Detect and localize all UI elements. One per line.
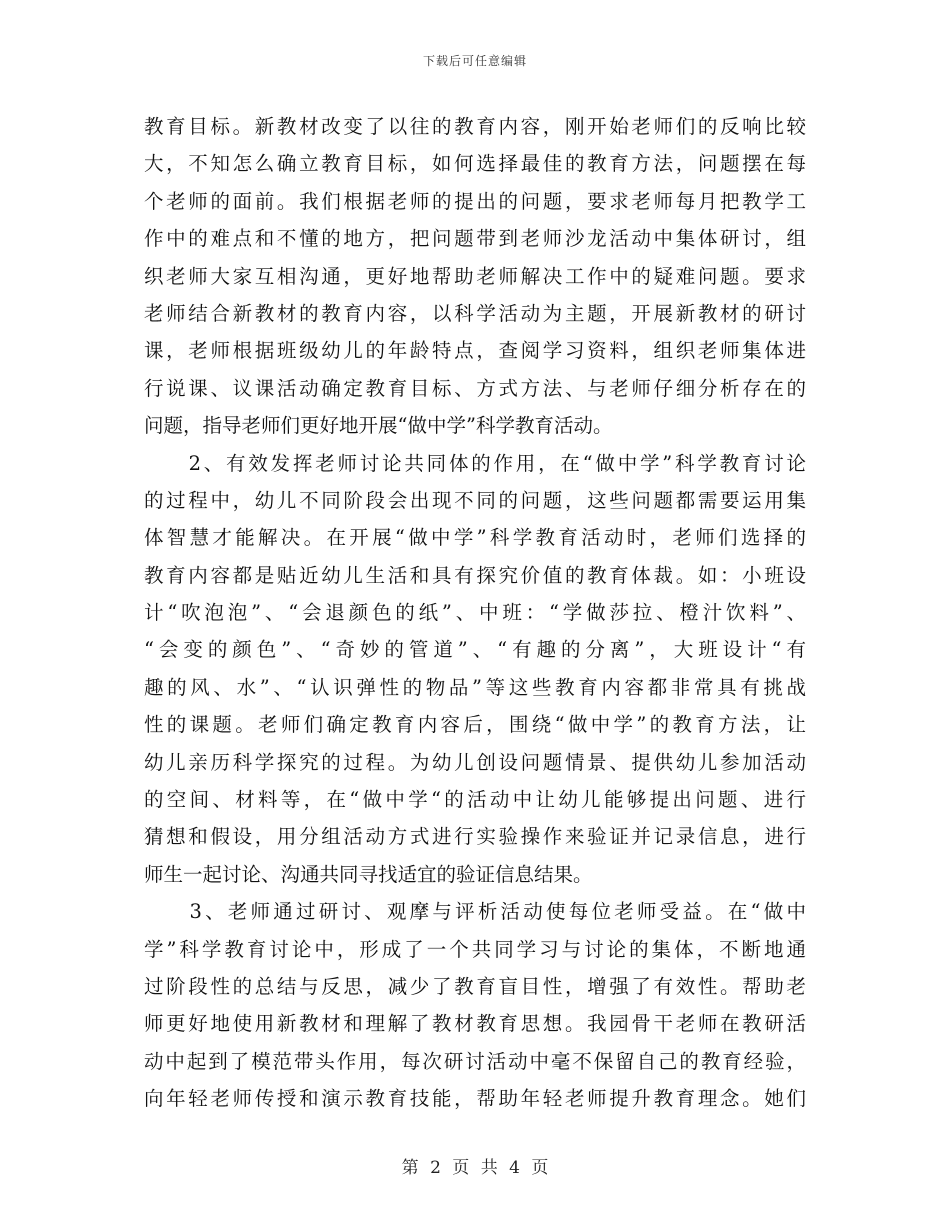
- text-line: 织老师大家互相沟通，更好地帮助老师解决工作中的疑难问题。要求: [144, 264, 806, 288]
- text-line: 学”科学教育讨论中，形成了一个共同学习与讨论的集体，不断地通: [144, 937, 806, 961]
- text-line: 师生一起讨论、沟通共同寻找适宜的验证信息结果。: [144, 862, 593, 886]
- text-line: 的过程中，幼儿不同阶段会出现不同的问题，这些问题都需要运用集: [144, 488, 806, 512]
- text-line: 教育目标。新教材改变了以往的教育内容，刚开始老师们的反响比较: [144, 115, 806, 138]
- text-line: 幼儿亲历科学探究的过程。为幼儿创设问题情景、提供幼儿参加活动: [144, 750, 806, 774]
- text-line: 行说课、议课活动确定教育目标、方式方法、与老师仔细分析存在的: [144, 376, 806, 400]
- text-line: 作中的难点和不懂的地方，把问题带到老师沙龙活动中集体研讨，组: [144, 227, 806, 251]
- text-line: 问题，指导老师们更好地开展“做中学”科学教育活动。: [144, 414, 613, 438]
- text-line: 大，不知怎么确立教育目标，如何选择最佳的教育方法，问题摆在每: [144, 152, 806, 176]
- text-line: 趣的风、水”、“认识弹性的物品”等这些教育内容都非常具有挑战: [144, 675, 806, 699]
- text-line: 向年轻老师传授和演示教育技能，帮助年轻老师提升教育理念。她们: [144, 1087, 806, 1111]
- page-header: [0, 52, 950, 69]
- page-footer: [0, 1153, 950, 1178]
- text-line: 教育内容都是贴近幼儿生活和具有探究价值的教育体裁。如：小班设: [144, 563, 806, 587]
- text-line: 师更好地使用新教材和理解了教材教育思想。我园骨干老师在教研活: [144, 1012, 806, 1036]
- text-line: 课，老师根据班级幼儿的年龄特点，查阅学习资料，组织老师集体进: [144, 339, 806, 363]
- page-number-label: 第 2 页 共 4 页: [401, 1158, 549, 1178]
- text-line: 老师结合新教材的教育内容，以科学活动为主题，开展新教材的研讨: [144, 301, 806, 325]
- text-line: 动中起到了模范带头作用，每次研讨活动中毫不保留自己的教育经验，: [144, 1049, 806, 1073]
- text-line: 体智慧才能解决。在开展“做中学”科学教育活动时，老师们选择的: [144, 526, 806, 550]
- text-line: 的空间、材料等，在“做中学“的活动中让幼儿能够提出问题、进行: [144, 788, 806, 812]
- header-note: 下载后可任意编辑: [422, 54, 527, 68]
- text-line: “会变的颜色”、“奇妙的管道”、“有趣的分离”，大班设计“有: [144, 638, 806, 662]
- text-line: 猜想和假设，用分组活动方式进行实验操作来验证并记录信息，进行: [144, 825, 806, 849]
- text-line: 2、有效发挥老师讨论共同体的作用，在“做中学”科学教育讨论: [144, 451, 806, 475]
- text-line: 过阶段性的总结与反思，减少了教育盲目性，增强了有效性。帮助老: [144, 974, 806, 998]
- text-line: 计“吹泡泡”、“会退颜色的纸”、中班：“学做莎拉、橙汁饮料”、: [144, 601, 806, 625]
- document-body: [144, 108, 806, 1118]
- text-line: 3、老师通过研讨、观摩与评析活动使每位老师受益。在“做中: [144, 900, 806, 924]
- text-line: 个老师的面前。我们根据老师的提出的问题，要求老师每月把教学工: [144, 189, 806, 213]
- text-line: 性的课题。老师们确定教育内容后，围绕“做中学”的教育方法，让: [144, 713, 806, 737]
